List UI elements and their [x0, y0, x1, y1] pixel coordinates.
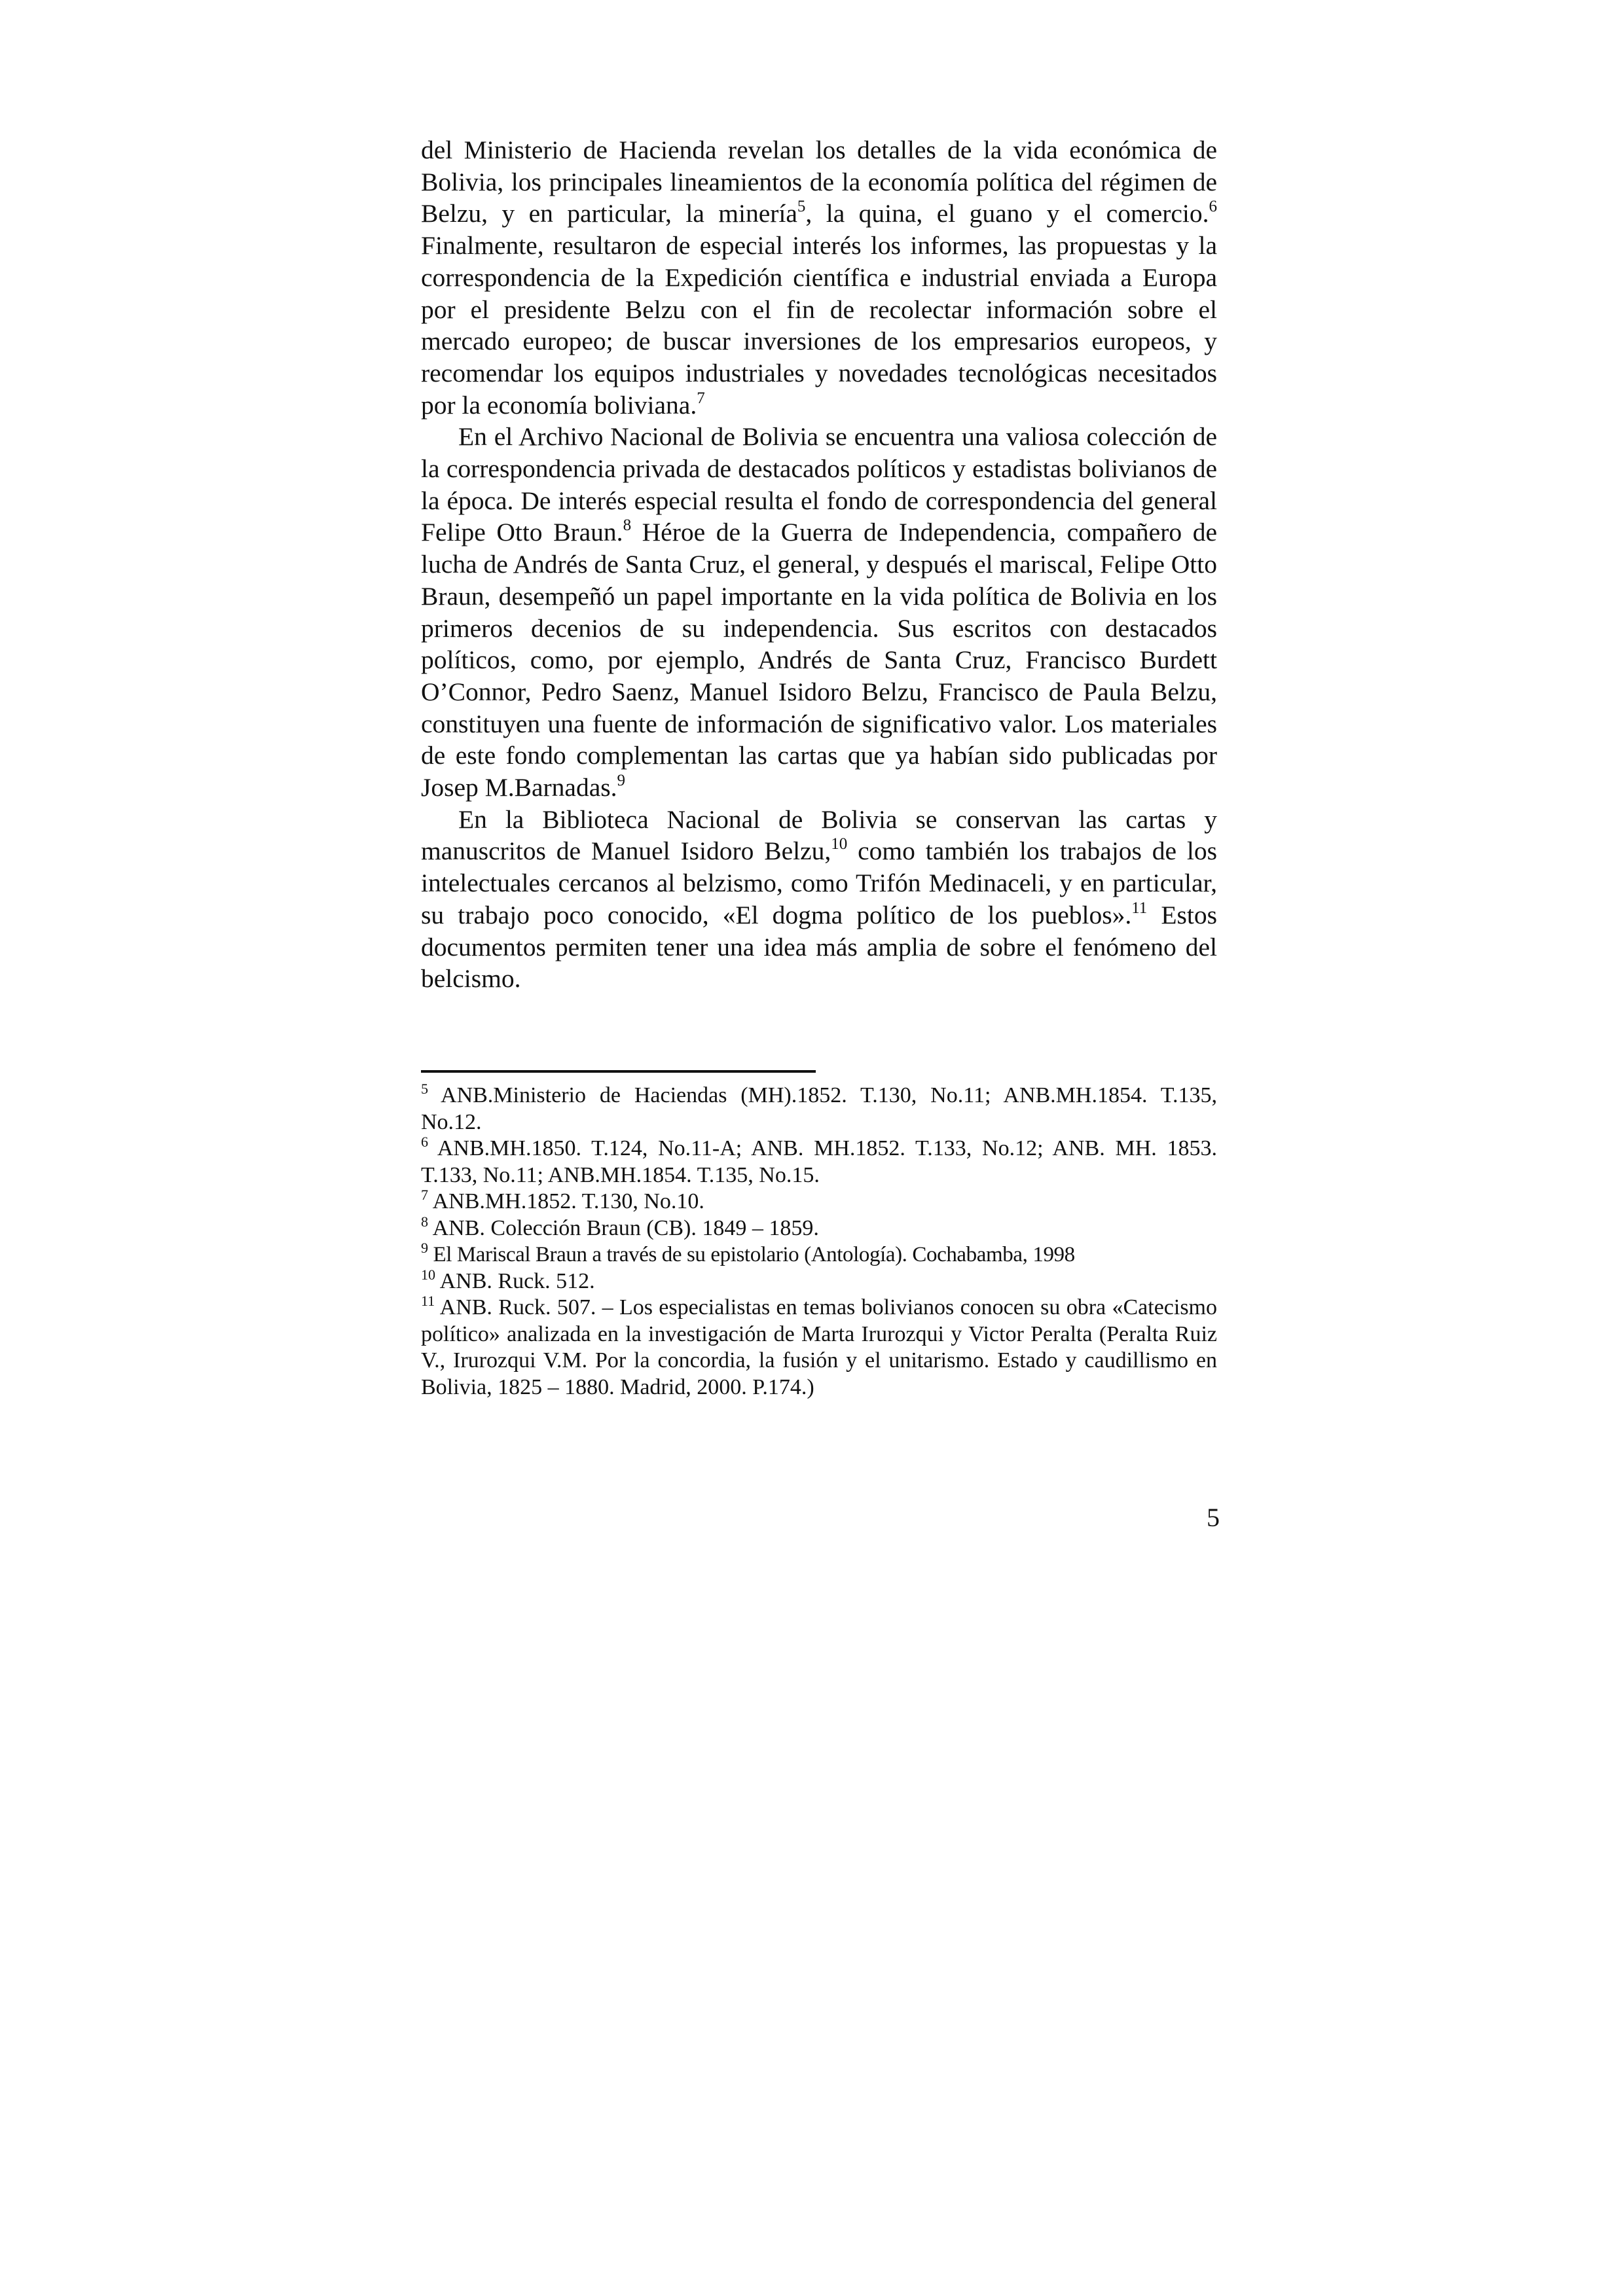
footnote-ref-7: 7 [697, 389, 705, 407]
footnote-9 [421, 1242, 1217, 1268]
footnote-text: ANB.MH.1850. T.124, No.11-A; ANB. MH.1852. T.133, No.12; ANB. MH. 1853. T.133, No.11; ANB.MH.1854. T.135, No.15. [421, 1136, 1217, 1187]
footnote-number: 10 [421, 1266, 435, 1283]
footnote-ref-5: 5 [797, 198, 806, 216]
paragraph-1 [421, 134, 1217, 421]
footnote-text: ANB. Colección Braun (CB). 1849 – 1859. [428, 1215, 819, 1240]
paragraph-3-text: como también los trabajos de los intelectuales cercanos al belzismo, como Trifón Medinaceli, y en particular, su trabajo poco conocido, «El dogma político de los pueblos». [421, 836, 1217, 929]
footnote-number: 7 [421, 1187, 428, 1203]
footnote-5 [421, 1083, 1217, 1136]
footnote-text: El Mariscal Braun a través de su epistolario (Antología). Cochabamba, 1998 [428, 1243, 1075, 1266]
page-number: 5 [1207, 1503, 1220, 1532]
footnote-number: 8 [421, 1213, 428, 1230]
paragraph-1-text: Finalmente, resultaron de especial interés los informes, las propuestas y la correspondencia de la Expedición científica e industrial enviada a Europa por el presidente Belzu con el fin de recolectar información sobre el mercado europeo; de buscar inversiones de los empresarios europeos, y recomendar los equipos industriales y novedades tecnológicas necesitados por la economía boliviana. [421, 231, 1217, 420]
footnote-text: ANB. Ruck. 507. – Los especialistas en temas bolivianos conocen su obra «Catecismo político» analizada en la investigación de Marta Irurozqui y Victor Peralta (Peralta Ruiz V., Irurozqui V.M. Por la concordia, la fusión y el unitarismo. Estado y caudillismo en Bolivia, 1825 – 1880. Madrid, 2000. P.174.) [421, 1295, 1217, 1399]
footnote-number: 9 [421, 1240, 428, 1256]
footnote-separator [421, 1070, 816, 1073]
footnote-text: ANB.MH.1852. T.130, No.10. [428, 1189, 704, 1213]
footnote-number: 5 [421, 1081, 428, 1097]
paragraph-2-text: En el Archivo Nacional de Bolivia se encuentra una valiosa colección de la correspondencia privada de destacados políticos y estadistas bolivianos de la época. De interés especial resulta el fondo de correspondencia del general Felipe Otto Braun. [421, 422, 1217, 547]
paragraph-3-text: En la Biblioteca Nacional de Bolivia se conservan las cartas y manuscritos de Manuel Isidoro Belzu, [421, 804, 1217, 866]
footnote-text: ANB.Ministerio de Haciendas (MH).1852. T.130, No.11; ANB.MH.1854. T.135, No.12. [421, 1083, 1217, 1134]
body-text [421, 134, 1217, 995]
footnote-ref-9: 9 [617, 772, 625, 790]
footnote-ref-6: 6 [1209, 198, 1217, 216]
footnote-8 [421, 1215, 1217, 1242]
footnote-text: ANB. Ruck. 512. [435, 1268, 595, 1293]
footnote-ref-10: 10 [831, 835, 848, 853]
footnote-number: 6 [421, 1134, 428, 1150]
footnote-ref-8: 8 [623, 516, 632, 535]
footnote-ref-11: 11 [1131, 899, 1148, 917]
paragraph-1-text: , la quina, el guano y el comercio. [805, 199, 1209, 228]
paragraph-3 [421, 804, 1217, 995]
footnote-7 [421, 1189, 1217, 1215]
footnote-11 [421, 1295, 1217, 1401]
footnote-10 [421, 1268, 1217, 1295]
paragraph-2 [421, 421, 1217, 803]
footnote-number: 11 [421, 1293, 435, 1309]
footnotes [421, 1083, 1217, 1401]
paragraph-2-text: Héroe de la Guerra de Independencia, compañero de lucha de Andrés de Santa Cruz, el general, y después el mariscal, Felipe Otto Braun, desempeñó un papel importante en la vida política de Bolivia en los primeros decenios de su independencia. Sus escritos con destacados políticos, como, por ejemplo, Andrés de Santa Cruz, Francisco Burdett O’Connor, Pedro Saenz, Manuel Isidoro Belzu, Francisco de Paula Belzu, constituyen una fuente de información de significativo valor. Los materiales de este fondo complementan las cartas que ya habían sido publicadas por Josep M.Barnadas. [421, 518, 1217, 802]
footnote-6 [421, 1136, 1217, 1189]
paragraph-1-text: del Ministerio de Hacienda revelan los detalles de la vida económica de Bolivia, los principales lineamientos de la economía política del régimen de Belzu, y en particular, la minería [421, 135, 1217, 228]
paragraph-3-text: Estos documentos permiten tener una idea más amplia de sobre el fenómeno del belcismo. [421, 900, 1217, 994]
